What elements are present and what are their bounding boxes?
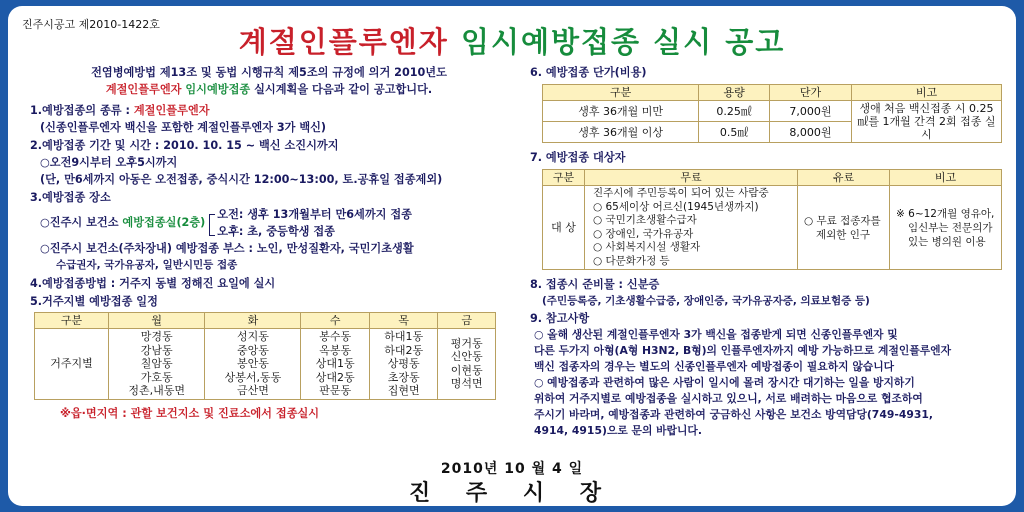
dong: 상평동 [387,357,420,370]
free-item: ○ 사회복지시설 생활자 [593,241,701,253]
schedule-table [34,312,496,400]
target-row [543,186,1002,270]
notice-number: 진주시공고 제2010-1422호 [22,18,160,31]
dong: 이현동 [450,363,483,377]
dong: 성지동 [236,330,269,343]
dong: 금산면 [236,384,269,397]
section-2 [30,137,508,188]
dong: 상대2동 [315,370,355,384]
price-header-row [543,85,1002,101]
target-row-label: 대 상 [543,186,585,270]
s3-am: 오전: 생후 13개월부터 만6세까지 접종 [217,208,412,221]
schedule-cell-fri [438,329,496,400]
remark-item: 임신부는 전문의가 [908,221,993,234]
intro-red: 계절인플루엔자 [105,83,182,96]
intro-line1: 전염병예방법 제13조 및 동법 시행규칙 제5조의 규정에 의거 2010년도 [91,66,447,79]
paid-item: ○ 무료 접종자를 [804,214,881,227]
title-red: 계절인플루엔자 [238,25,449,59]
price-cell: 7,000원 [769,101,851,122]
s7-head: 7. 예방접종 대상자 [530,151,626,164]
target-paid [798,186,890,270]
remark-item: ※ 6~12개월 영유아, [896,207,995,220]
section-4: 4.예방접종방법 : 거주지 동별 정해진 요일에 실시 [30,277,276,290]
intro-green: 임시예방접종 [185,83,251,96]
free-item: ○ 다문화가정 등 [593,254,670,267]
notice-board [8,6,1016,506]
schedule-cell-thu [369,329,437,400]
target-remark [890,186,1002,270]
dong: 강남동 [140,343,173,357]
dong: 상봉서,동동 [224,370,282,384]
dong: 초장동 [387,370,420,384]
remark-item: 있는 병의원 이용 [908,235,986,248]
s9-line: 위하여 거주지별로 예방접종을 실시하고 있으니, 서로 배려하는 마음으로 협조하여 [534,392,923,405]
dong: 판문동 [319,384,352,397]
schedule-header: 목 [369,313,437,329]
section-3 [30,189,508,274]
schedule-header: 구분 [35,313,109,329]
schedule-header: 금 [438,313,496,329]
s9-head: 9. 참고사항 [530,312,590,325]
free-item: ○ 국민기초생활수급자 [593,214,697,226]
page-title [8,20,1016,61]
dong: 망경동 [140,330,173,343]
left-column [30,64,508,423]
s8-note: (주민등록증, 기초생활수급증, 장애인증, 국가유공자증, 의료보험증 등) [542,295,870,307]
price-cell: 0.25㎖ [699,101,770,122]
price-remark: 생애 처음 백신접종 시 0.25㎖를 1개월 간격 2회 접종 실시 [852,101,1002,143]
target-header: 무료 [585,170,798,186]
schedule-header: 수 [301,313,369,329]
schedule-cell-tue [205,329,301,400]
section-5 [30,293,508,422]
dong: 칠암동 [140,357,173,370]
s1-value: 계절인플루엔자 [133,104,210,117]
price-header: 단가 [769,85,851,101]
s3-pm: 오후: 초, 중등학생 접종 [217,225,335,238]
s1-head: 1.예방접종의 종류 : [30,104,130,117]
schedule-header: 월 [109,313,205,329]
dong: 상대1동 [315,357,355,370]
s3-center [30,206,508,240]
price-row [543,101,1002,122]
target-table [542,169,1002,270]
price-table [542,84,1002,143]
target-header: 유료 [798,170,890,186]
notice-date: 2010년 10 월 4 일 [440,461,584,477]
s9-line: 다른 두가지 아형(A형 H3N2, B형)의 인플루엔자까지 예방 가능하므로 계절인플루엔자 [534,344,952,357]
s2-note: (단, 만6세까지 아동은 오전접종, 중식시간 12:00~13:00, 토.공휴일 접종제외) [40,173,443,186]
price-cell: 0.5㎖ [699,122,770,143]
schedule-row-label: 거주지별 [35,329,109,400]
s3-head: 3.예방접종 장소 [30,191,111,204]
target-header-row [543,170,1002,186]
dong: 정촌,내동면 [128,384,186,397]
price-cell: 8,000원 [769,122,851,143]
dong: 봉수동 [319,330,352,343]
title-green: 임시예방접종 실시 공고 [460,25,786,59]
intro-rest: 실시계획을 다음과 같이 공고합니다. [254,83,433,96]
s3-sub-line1: ○진주시 보건소(주차장내) 예방접종 부스 : 노인, 만성질환자, 국민기초생활 [40,242,414,255]
s1-note: (신종인플루엔자 백신을 포함한 계절인플루엔자 3가 백신) [40,121,327,134]
s9-body [530,327,1008,439]
s3-center-pre: ○진주시 보건소 [40,216,119,229]
price-cell: 생후 36개월 미만 [543,101,699,122]
schedule-cell-wed [301,329,369,400]
price-header: 비고 [852,85,1002,101]
dong: 신안동 [450,350,483,364]
s6-head: 6. 예방접종 단가(비용) [530,66,647,79]
schedule-header-row [35,313,496,329]
s2-head: 2.예방접종 기간 및 시간 : 2010. 10. 15 ~ 백신 소진시까지 [30,139,339,152]
free-item: 진주시에 주민등록이 되어 있는 사람중 [593,187,769,199]
paid-item: 제외한 인구 [816,228,871,241]
price-header: 용량 [699,85,770,101]
s9-line: 주시기 바라며, 예방접종과 관련하여 궁금하신 사항은 보건소 방역담당(749-4931, [534,408,933,421]
s5-head: 5.거주지별 예방접종 일정 [30,295,158,308]
s3-sub-line2: 수급권자, 국가유공자, 일반시민등 접종 [56,259,238,271]
schedule-note: ※읍·면지역 : 관할 보건지소 및 진료소에서 접종실시 [60,406,320,420]
dong: 집현면 [387,384,420,397]
section-1 [30,102,508,136]
dong: 평거동 [450,336,483,350]
right-column [530,64,1008,439]
dong: 명석면 [450,377,483,391]
s2-time: ○오전9시부터 오후5시까지 [40,156,178,169]
s3-center-green: 예방접종실(2층) [122,216,206,229]
target-header: 비고 [890,170,1002,186]
s8-head: 8. 접종시 준비물 : 신분증 [530,278,660,291]
price-header: 구분 [543,85,699,101]
schedule-header: 화 [205,313,301,329]
issuer: 진 주 시 장 [409,481,615,506]
dong: 하대2동 [384,343,424,357]
free-item: ○ 65세이상 어르신(1945년생까지) [593,200,759,213]
bracket [209,214,215,236]
dong: 중앙동 [236,343,269,357]
price-cell: 생후 36개월 이상 [543,122,699,143]
target-free [585,186,798,270]
intro-line2 [30,81,508,98]
s9-line: ○ 올해 생산된 계절인플루엔자 3가 백신을 접종받게 되면 신종인플루엔자 및 [534,328,898,341]
schedule-row [35,329,496,400]
dong: 봉안동 [236,357,269,370]
target-header: 구분 [543,170,585,186]
dong: 하대1동 [384,330,424,343]
s9-line: 백신 접종자의 경우는 별도의 신종인플루엔자 예방접종이 필요하지 않습니다 [534,360,895,373]
schedule-cell-mon [109,329,205,400]
s9-line: ○ 예방접종과 관련하여 많은 사람이 일시에 몰려 장시간 대기하는 일을 방지하기 [534,376,915,389]
dong: 가호동 [140,370,173,384]
intro [30,64,508,98]
dong: 옥봉동 [319,343,352,357]
free-item: ○ 장애인, 국가유공자 [593,227,694,240]
s9-line: 4914, 4915)으로 문의 바랍니다. [534,424,702,437]
